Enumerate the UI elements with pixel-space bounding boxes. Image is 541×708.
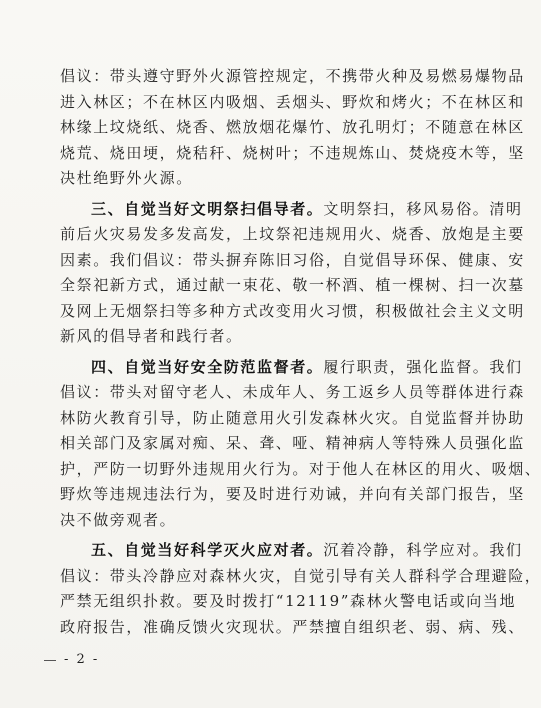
page-number: - 2 - [64,652,100,667]
text-line: 及网上无烟祭扫等多种方式改变用火习惯，积极做社会主义文明 [60,301,525,320]
text-line-first [60,538,523,564]
text-line: 烧荒、烧田埂，烧秸秆、烧树叶；不违规炼山、焚烧疫木等，坚 [60,143,525,162]
footer-rule [44,660,56,661]
paragraph-fire-source-control [60,64,525,192]
text-line: 严禁无组织扑救。要及时拨打“12119”森林火警电话或向当地 [60,592,517,610]
text-line: 因素。我们倡议：带头摒弃陈旧习俗，自觉倡导环保、健康、安 [60,250,525,269]
text-line: 护，严防一切野外违规用火行为。对于他人在林区的用火、吸烟、 [60,459,541,478]
text-line: 林防火教育引导，防止随意用火引发森林火灾。自觉监督并协助 [60,408,525,427]
text-run: 沉着冷静，科学应对。我们 [323,541,523,559]
text-line-first [60,197,523,223]
text-line: 倡议：带头对留守老人、未成年人、务工返乡人员等群体进行森 [60,383,525,401]
paragraph-scientific-firefighting [60,538,541,640]
text-line: 相关部门及家属对痴、呆、聋、哑、精神病人等特殊人员强化监 [60,434,525,452]
text-line: 决不做旁观者。 [60,510,177,529]
text-run: 文明祭扫，移风易俗。清明 [323,199,523,218]
section-heading-four: 四、自觉当好安全防范监督者。 [91,357,324,376]
text-run: 履行职责，强化监督。我们 [323,357,523,376]
text-line: 决杜绝野外火源。 [60,169,193,187]
text-line: 野炊等违规违法行为，要及时进行劝诫，并向有关部门报告，坚 [60,485,525,503]
text-line: 林缘上坟烧纸、烧香、燃放烟花爆竹、放孔明灯；不随意在林区 [60,118,525,136]
text-line: 倡议：带头冷静应对森林火灾，自觉引导有关人群科学合理避险， [60,566,541,585]
text-line: 进入林区；不在林区内吸烟、丢烟头、野炊和烤火；不在林区和 [60,92,525,111]
text-line: 前后火灾易发多发高发，上坟祭祀违规用火、烧香、放炮是主要 [60,225,525,243]
text-line: 倡议：带头遵守野外火源管控规定，不携带火种及易燃易爆物品 [60,67,525,85]
text-line-first [60,355,523,381]
section-heading-three: 三、自觉当好文明祭扫倡导者。 [91,199,324,218]
section-heading-five: 五、自觉当好科学灭火应对者。 [91,541,324,559]
text-line: 新风的倡导者和践行者。 [60,327,243,345]
paragraph-safety-supervision [60,355,541,534]
document-body [60,64,541,640]
text-line: 全祭祀新方式，通过献一束花、敬一杯酒、植一棵树、扫一次墓 [60,276,525,294]
page-footer [44,652,456,670]
text-line: 政府报告，准确反馈火灾现状。严禁擅自组织老、弱、病、残、 [60,617,525,636]
paragraph-civilized-tomb-sweeping [60,197,525,350]
